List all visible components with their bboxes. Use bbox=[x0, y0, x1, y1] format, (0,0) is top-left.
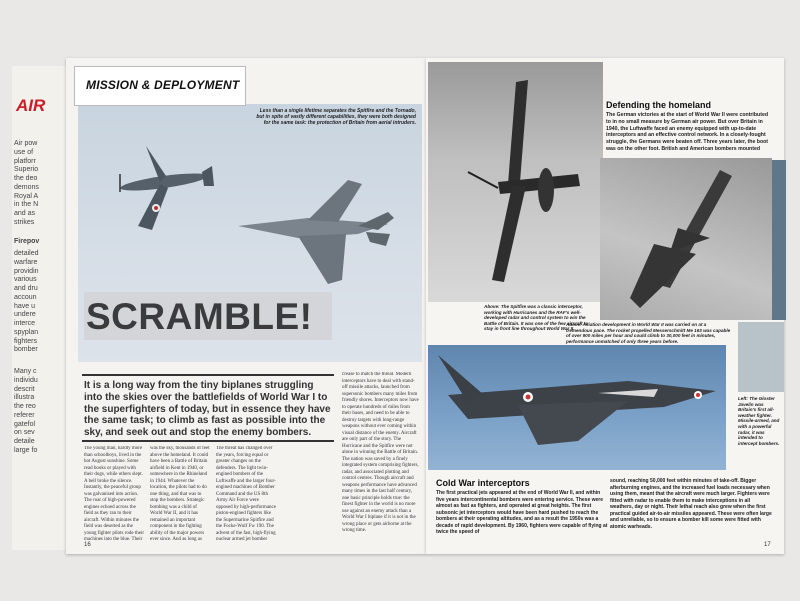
headline: SCRAMBLE! bbox=[86, 296, 313, 337]
body-column-3: The threat has changed over the years, forcing equal or greater changes on the defenders. The light twin-engined bombers of the Luftwaffe and the larger four-engined machines of Bomber Command and the US 8th Army Air Force were opposed by high-performance piston-engined fighters like the Supermarine Spitfire and the Focke-Wulf Fw 190. The advent of the fast, high-flying nuclear armed jet bomber bbox=[216, 446, 276, 542]
intro-top-rule bbox=[82, 374, 334, 376]
side-photo-strip bbox=[772, 160, 786, 320]
spitfire-photo-image bbox=[428, 62, 603, 302]
javelin-photo-image bbox=[428, 345, 726, 470]
underlying-red-heading: AIR bbox=[16, 96, 46, 115]
underlying-body-3: Many c individu descrit illustra the reo referer gatefol on sev detaile large fo bbox=[14, 368, 38, 454]
javelin-photo bbox=[428, 345, 726, 470]
cold-war-title: Cold War interceptors bbox=[436, 478, 530, 488]
spitfire-photo bbox=[428, 62, 603, 302]
body-column-2: was the sky, thousands of feet above the homeland. It could have been a Battle of Britain airfield in Kent in 1940, or somewhere in the Rhineland in 1944. Whatever the location, the pilots had to do one thing, and that was to stop the bombers. Strategic bombing was a child of World War II, and it has remained an important component in the fighting ability of the major powers ever since. And as long as bbox=[150, 446, 210, 542]
intro-bottom-rule bbox=[82, 440, 334, 442]
underlying-body-2: detailed warfare providin various and dru accoun have u undere interce spyplan fighters bomber bbox=[14, 250, 39, 354]
photo-caption: Less than a single lifetime separates the Spitfire and the Tornado, but in spite of vastly different capabilities, they were both designed for the same task: the protection of Britain from aerial intruders. bbox=[256, 108, 416, 126]
defend-text: The German victories at the start of World War II were contributed to in no small measure by German air power. But over Britain in 1940, the Luftwaffe faced an enemy equipped with up-to-date interceptors and an effective control network. In a closely-fought struggle, the Germans were beaten off. Three years later, the boot was on the other foot. British and American bombers mounted bbox=[606, 112, 769, 152]
intro-paragraph: It is a long way from the tiny biplanes struggling into the skies over the battlefields of World War I to the superfighters of today, but in essence they have the same task; to climb as fast as possible into the sky, and seek out and stop the enemy bombers. bbox=[84, 380, 331, 439]
cold-war-text-2: sound, reaching 50,000 feet within minutes of take-off. Bigger afterburning engines, and the increased fuel loads necessary when using them, meant that the aircraft were much larger. Fighters were fitted with radar to enable them to make interceptions in all weathers, day or night. Their lethal reach also grew when the first practical guided air-to-air missiles appeared. These were often large and unreliable, so to ensure a bomber kill some were fitted with atomic warheads. bbox=[610, 478, 772, 530]
body-column-1: The young man, hardly more than schoolboys, lived in the hot August sunshine. Some read books or played with their dogs, while others slept. A bell broke the silence. Instantly, the peaceful group was galvanised into action. The roar of high-powered engines echoed across the field as they ran to their aircraft. Within minutes the field was deserted as the young fighter pilots rode their machines into the blue. Their bbox=[84, 446, 144, 542]
caption-spitfire: Above: The Spitfire was a classic interceptor, working with Hurricanes and the RAF's well-developed radar and control system to win the Battle of Britain. It was one of the few aircraft to stay in front line throughout World War II. bbox=[484, 304, 589, 332]
body-column-4: crease to match the threat. Modern interceptors have to deal with stand-off missile attacks, launched from supersonic bombers many miles from friendly shores. Interceptors now have to operate hundreds of miles from their bases, and need to be able to destroy targets with long-range weapons without ever coming within visual distance of the enemy. Aircraft are only part of the story. The Hurricane and the Spitfire were not alone in winning the Battle of Britain. The nation was saved by a finely integrated system comprising fighters, radar, and associated plotting and control centres. Though aircraft and weapons performance have advanced many times in the last half century, one basic principle holds true: the finest fighter in the world is no more use against an enemy attack than a World War I biplane if it is not in the wrong place or gets airborne at the wrong time. bbox=[342, 372, 419, 533]
tornado-aircraft bbox=[238, 180, 394, 284]
underlying-body-1: Air pow use of platforr Superio the deo demons Royal A in the N and as strikes bbox=[14, 140, 39, 226]
section-label: MISSION & DEPLOYMENT bbox=[86, 78, 240, 92]
underlying-subheading: Firepov bbox=[14, 238, 40, 245]
me163-photo bbox=[600, 158, 772, 320]
cold-war-text-1: The first practical jets appeared at the end of World War II, and within five years intercontinental bombers were entering service. These were almost as fast as fighters, and operated at great heights. The first subsonic jet interceptors would have been hard pushed to reach the bombers at their operating altitudes, and as a result the 1950s was a decade of rapid development. By 1960, fighters were capable of flying at twice the speed of bbox=[436, 490, 608, 535]
page-number-left: 16 bbox=[84, 542, 91, 548]
caption-javelin: Left: The Gloster Javelin was Britain's first all-weather fighter. Missile-armed, and with a powerful radar, it was intended to intercept bombers. bbox=[738, 396, 780, 446]
defend-title: Defending the homeland bbox=[606, 100, 712, 110]
me163-photo-image bbox=[600, 158, 772, 320]
caption-me163: Above: Aviation development in World War II was carried on at a tremendous pace. The rocket propelled Messerschmitt Me 163 was capable of over 900 miles per hour and could climb to 30,000 feet in minutes, performance unmatched of only three years before. bbox=[566, 322, 731, 344]
page-number-right: 17 bbox=[764, 542, 771, 548]
spitfire-aircraft bbox=[120, 146, 214, 230]
javelin-thumbnail bbox=[738, 322, 784, 392]
